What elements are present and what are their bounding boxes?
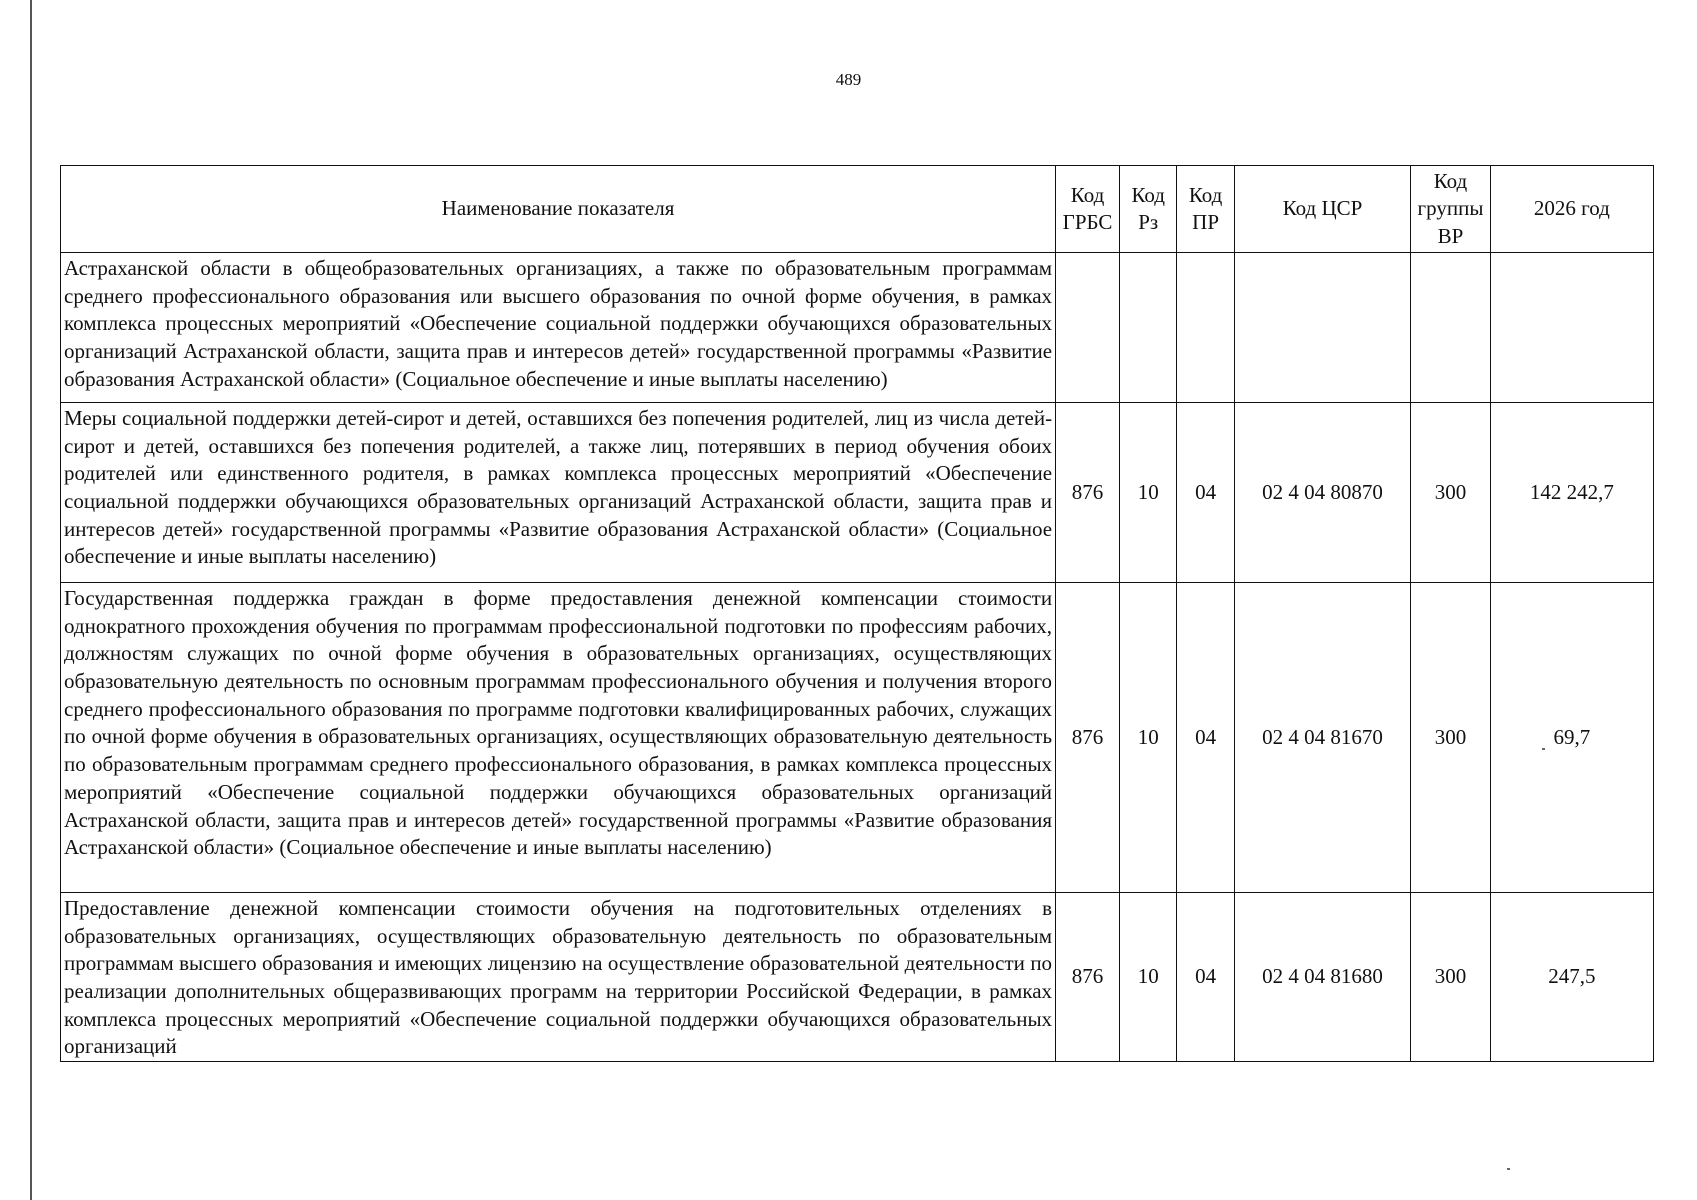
header-csr: Код ЦСР [1234, 166, 1411, 253]
row-pr: 04 [1177, 582, 1234, 892]
row-rz [1120, 252, 1177, 402]
budget-table [60, 165, 1654, 1062]
row-name: Предоставление денежной компенсации стоимости обучения на подготовительных отделениях в образовательных организациях, осуществляющих образовательную деятельность по образовательным программам высшего образования и имеющих лицензию на осуществление образовательной деятельности по реализации дополнительных общеразвивающих программ на территории Российской Федерации, в рамках комплекса процессных мероприятий «Обеспечение социальной поддержки обучающихся образовательных организаций [61, 892, 1056, 1061]
header-name: Наименование показателя [61, 166, 1056, 253]
scan-edge-line [30, 0, 32, 1200]
row-vr: 300 [1411, 402, 1490, 582]
table-row [61, 252, 1654, 402]
row-rz: 10 [1120, 402, 1177, 582]
header-rz: Код Рз [1120, 166, 1177, 253]
row-name: Астраханской области в общеобразовательных организациях, а также по образовательным программам среднего профессионального образования или высшего образования по очной форме обучения, в рамках комплекса процессных мероприятий «Обеспечение социальной поддержки обучающихся образовательных организаций Астраханской области, защита прав и интересов детей» государственной программы «Развитие образования Астраханской области» (Социальное обеспечение и иные выплаты населению) [61, 252, 1056, 402]
row-amount: 247,5 [1490, 892, 1653, 1061]
row-grbs: 876 [1056, 582, 1120, 892]
row-vr: 300 [1411, 892, 1490, 1061]
row-csr [1234, 252, 1411, 402]
row-pr: 04 [1177, 892, 1234, 1061]
row-pr [1177, 252, 1234, 402]
row-amount [1490, 252, 1653, 402]
row-rz: 10 [1120, 892, 1177, 1061]
row-pr: 04 [1177, 402, 1234, 582]
page-number: 489 [835, 70, 862, 89]
header-year: 2026 год [1490, 166, 1653, 253]
header-pr: Код ПР [1177, 166, 1234, 253]
header-vr: Код группы ВР [1411, 166, 1490, 253]
table-row [61, 892, 1654, 1061]
row-amount: 142 242,7 [1490, 402, 1653, 582]
row-vr [1411, 252, 1490, 402]
table-row [61, 582, 1654, 892]
row-vr: 300 [1411, 582, 1490, 892]
scan-speck [1542, 748, 1545, 750]
row-name: Меры социальной поддержки детей-сирот и детей, оставшихся без попечения родителей, лиц из числа детей-сирот и детей, оставшихся без попечения родителей, а также лиц, потерявших в период обучения обоих родителей или единственного родителя, в рамках комплекса процессных мероприятий «Обеспечение социальной поддержки обучающихся образовательных организаций Астраханской области, защита прав и интересов детей» государственной программы «Развитие образования Астраханской области» (Социальное обеспечение и иные выплаты населению) [61, 402, 1056, 582]
row-grbs: 876 [1056, 892, 1120, 1061]
table-row [61, 402, 1654, 582]
row-rz: 10 [1120, 582, 1177, 892]
row-grbs [1056, 252, 1120, 402]
row-amount: 69,7 [1490, 582, 1653, 892]
row-csr: 02 4 04 81670 [1234, 582, 1411, 892]
table-header-row [61, 166, 1654, 253]
scan-speck [1507, 1168, 1510, 1170]
header-grbs: Код ГРБС [1056, 166, 1120, 253]
row-csr: 02 4 04 80870 [1234, 402, 1411, 582]
row-grbs: 876 [1056, 402, 1120, 582]
row-csr: 02 4 04 81680 [1234, 892, 1411, 1061]
row-name: Государственная поддержка граждан в форме предоставления денежной компенсации стоимости однократного прохождения обучения по программам профессиональной подготовки по профессиям рабочих, должностям служащих по очной форме обучения в образовательных организациях, осуществляющих образовательную деятельность по основным программам профессионального обучения и получения второго среднего профессионального образования по программе подготовки квалифицированных рабочих, служащих по очной форме обучения в образовательных организациях, осуществляющих образовательную деятельность по образовательным программам среднего профессионального образования, в рамках комплекса процессных мероприятий «Обеспечение социальной поддержки обучающихся образовательных организаций Астраханской области, защита прав и интересов детей» государственной программы «Развитие образования Астраханской области» (Социальное обеспечение и иные выплаты населению) [61, 582, 1056, 892]
